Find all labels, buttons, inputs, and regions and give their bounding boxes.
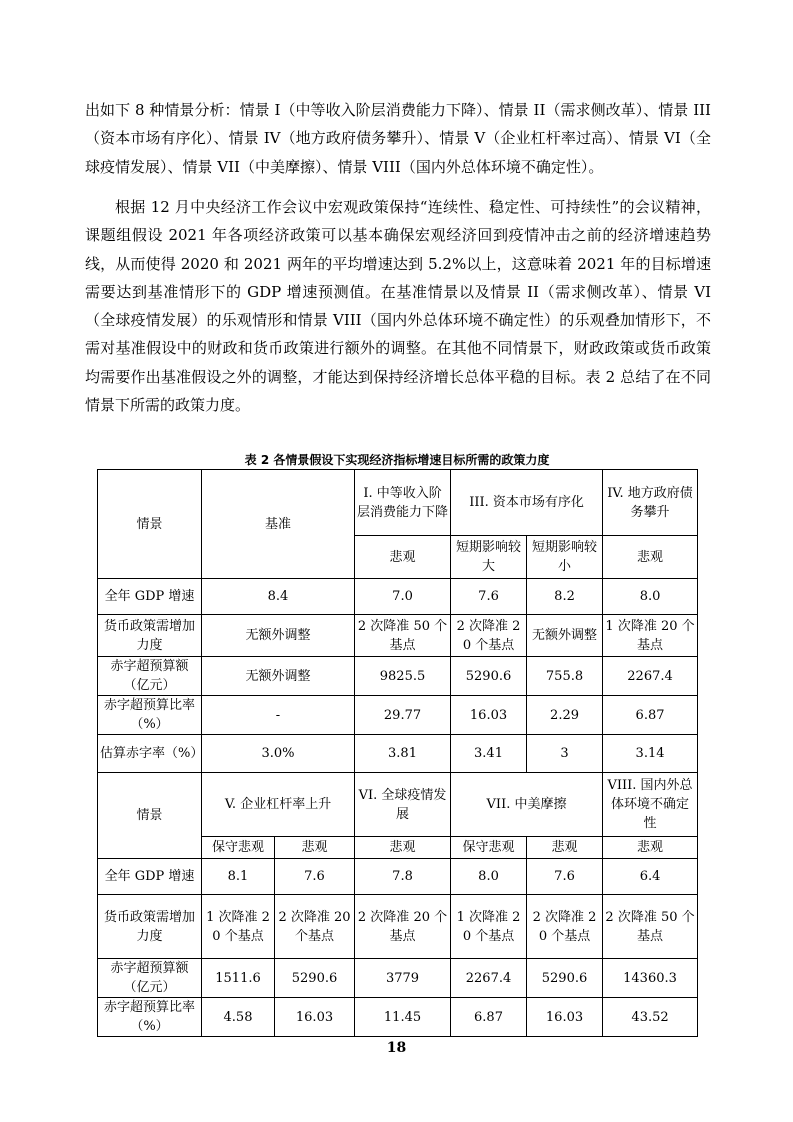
- row-label: 全年 GDP 增速: [98, 579, 202, 615]
- cell: 8.0: [603, 579, 698, 615]
- table-row: [98, 579, 698, 615]
- cell: -: [202, 696, 355, 735]
- cell: 2 次降准 20 个基点: [451, 615, 527, 657]
- table2-s5a-subheader: 保守悲观: [202, 837, 275, 859]
- cell: 16.03: [527, 998, 603, 1037]
- cell: 2 次降准 20 个基点: [527, 895, 603, 959]
- table-row: [98, 735, 698, 773]
- table2-scenario-header: 情景: [98, 773, 202, 859]
- cell: 16.03: [451, 696, 527, 735]
- cell: 3.0%: [202, 735, 355, 773]
- policy-table: [97, 469, 698, 1037]
- cell: 43.52: [603, 998, 698, 1037]
- cell: 2.29: [527, 696, 603, 735]
- cell: 14360.3: [603, 959, 698, 998]
- table-caption: 表 2 各情景假设下实现经济指标增速目标所需的政策力度: [244, 453, 550, 467]
- table2-s7-header: VII. 中美摩擦: [451, 773, 603, 837]
- cell: 2267.4: [451, 959, 527, 998]
- table2-header-row: [98, 773, 698, 837]
- cell: 7.0: [355, 579, 451, 615]
- table-row: [98, 696, 698, 735]
- table1-scenario-header: 情景: [98, 470, 202, 579]
- table-row: [98, 859, 698, 895]
- cell: 16.03: [275, 998, 355, 1037]
- cell: 2 次降准 20 个基点: [355, 895, 451, 959]
- table-row: [98, 615, 698, 657]
- cell: 1 次降准 20 个基点: [603, 615, 698, 657]
- table1-s1-subheader: 悲观: [355, 536, 451, 579]
- cell: 4.58: [202, 998, 275, 1037]
- cell: 1 次降准 20 个基点: [451, 895, 527, 959]
- table-row: [98, 895, 698, 959]
- cell: 6.87: [451, 998, 527, 1037]
- cell: 8.4: [202, 579, 355, 615]
- row-label: 赤字超预算额（亿元）: [98, 657, 202, 696]
- cell: 3.41: [451, 735, 527, 773]
- cell: 11.45: [355, 998, 451, 1037]
- cell: 3.81: [355, 735, 451, 773]
- cell: 无额外调整: [202, 657, 355, 696]
- table2-s6-subheader: 悲观: [355, 837, 451, 859]
- cell: 29.77: [355, 696, 451, 735]
- table1-base-header: 基准: [202, 470, 355, 579]
- row-label: 全年 GDP 增速: [98, 859, 202, 895]
- page-number: 18: [386, 1040, 407, 1056]
- row-label: 货币政策需增加力度: [98, 895, 202, 959]
- cell: 8.1: [202, 859, 275, 895]
- table1-s1-header: I. 中等收入阶层消费能力下降: [355, 470, 451, 536]
- table1-s3b-subheader: 短期影响较小: [527, 536, 603, 579]
- cell: 3779: [355, 959, 451, 998]
- cell: 2267.4: [603, 657, 698, 696]
- table1-s4-header: IV. 地方政府债务攀升: [603, 470, 698, 536]
- table2-s8-header: VIII. 国内外总体环境不确定性: [603, 773, 698, 837]
- table-row: [98, 657, 698, 696]
- table2-s7a-subheader: 保守悲观: [451, 837, 527, 859]
- cell: 5290.6: [275, 959, 355, 998]
- table1-header-row: [98, 470, 698, 536]
- cell: 8.2: [527, 579, 603, 615]
- table2-s6-header: VI. 全球疫情发展: [355, 773, 451, 837]
- body-paragraph-1: 出如下 8 种情景分析：情景 I（中等收入阶层消费能力下降）、情景 II（需求侧改革）、情景 III（资本市场有序化）、情景 IV（地方政府债务攀升）、情景 V（企业杠杆率过高）、情景 VI（全球疫情发展）、情景 VII（中美摩擦）、情景 VIII（国内外总体环境不确定性）。: [85, 101, 711, 176]
- cell: 1511.6: [202, 959, 275, 998]
- table-row: [98, 959, 698, 998]
- table-row: [98, 998, 698, 1037]
- row-label: 赤字超预算比率（%）: [98, 696, 202, 735]
- table1-s3-header: III. 资本市场有序化: [451, 470, 603, 536]
- cell: 2 次降准 50 个基点: [355, 615, 451, 657]
- row-label: 估算赤字率（%）: [98, 735, 202, 773]
- cell: 6.87: [603, 696, 698, 735]
- row-label: 赤字超预算额（亿元）: [98, 959, 202, 998]
- cell: 6.4: [603, 859, 698, 895]
- cell: 2 次降准 20 个基点: [275, 895, 355, 959]
- table2-s8-subheader: 悲观: [603, 837, 698, 859]
- cell: 9825.5: [355, 657, 451, 696]
- table2-s7b-subheader: 悲观: [527, 837, 603, 859]
- cell: 无额外调整: [202, 615, 355, 657]
- table2-s5b-subheader: 悲观: [275, 837, 355, 859]
- cell: 755.8: [527, 657, 603, 696]
- cell: 7.6: [527, 859, 603, 895]
- table2-s5-header: V. 企业杠杆率上升: [202, 773, 355, 837]
- cell: 无额外调整: [527, 615, 603, 657]
- cell: 1 次降准 20 个基点: [202, 895, 275, 959]
- row-label: 赤字超预算比率（%）: [98, 998, 202, 1037]
- body-paragraph-2: 根据 12 月中央经济工作会议中宏观政策保持“连续性、稳定性、可持续性”的会议精神，课题组假设 2021 年各项经济政策可以基本确保宏观经济回到疫情冲击之前的经济增速趋势线，从而使得 2020 和 2021 两年的平均增速达到 5.2%以上，这意味着 2021 年的目标增速需要达到基准情形下的 GDP 增速预测值。在基准情景以及情景 II（需求侧改革）、情景 VI（全球疫情发展）的乐观情形和情景 VIII（国内外总体环境不确定性）的乐观叠加情形下，不需对基准假设中的财政和货币政策进行额外的调整。在其他不同情景下，财政政策或货币政策均需要作出基准假设之外的调整，才能达到保持经济增长总体平稳的目标。表 2 总结了在不同情景下所需的政策力度。: [85, 198, 711, 415]
- cell: 3.14: [603, 735, 698, 773]
- cell: 7.6: [275, 859, 355, 895]
- row-label: 货币政策需增加力度: [98, 615, 202, 657]
- table1-s3a-subheader: 短期影响较大: [451, 536, 527, 579]
- cell: 3: [527, 735, 603, 773]
- cell: 5290.6: [451, 657, 527, 696]
- cell: 8.0: [451, 859, 527, 895]
- cell: 7.6: [451, 579, 527, 615]
- cell: 7.8: [355, 859, 451, 895]
- cell: 2 次降准 50 个基点: [603, 895, 698, 959]
- cell: 5290.6: [527, 959, 603, 998]
- table1-s4-subheader: 悲观: [603, 536, 698, 579]
